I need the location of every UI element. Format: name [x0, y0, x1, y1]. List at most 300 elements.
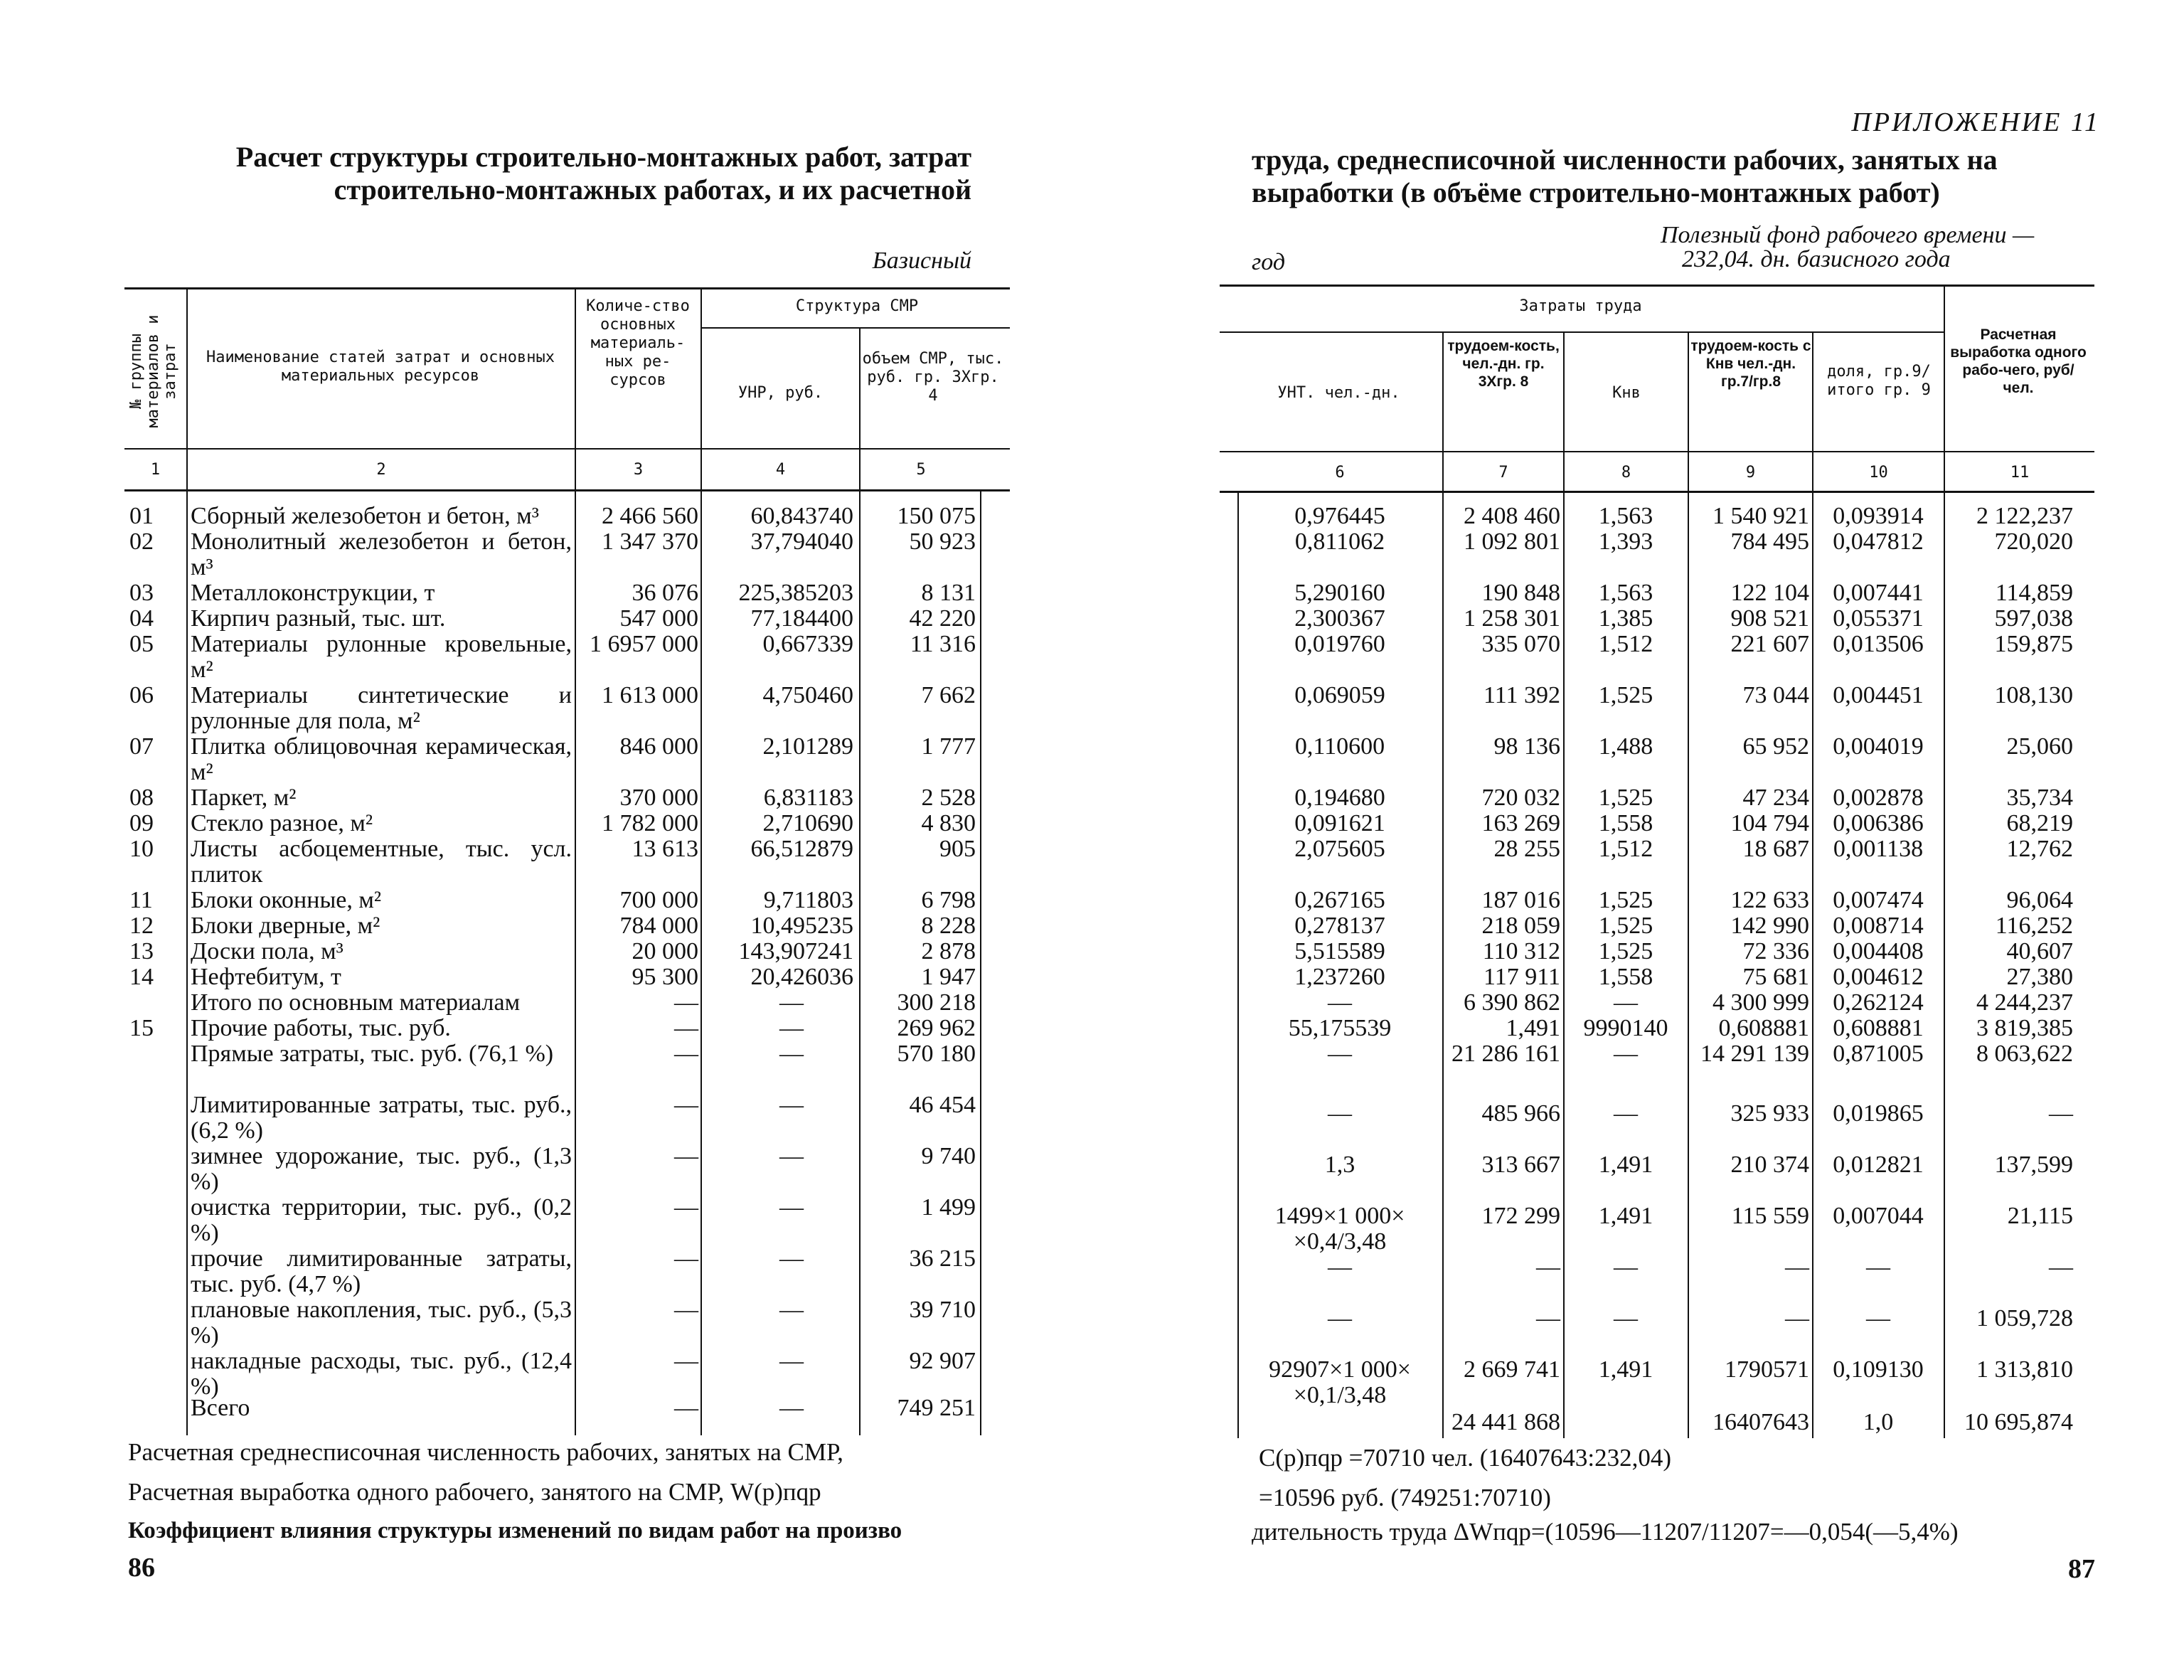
- left-colnum: 1: [150, 461, 161, 479]
- row-output: 137,599: [1994, 1152, 2073, 1178]
- row-knv: —: [1614, 1100, 1638, 1127]
- right-colnum-bottom-rule: [1220, 491, 2094, 493]
- row-knv: —: [1614, 1041, 1638, 1067]
- right-body-vline: [1812, 492, 1813, 1438]
- row-volume: 1 499: [921, 1194, 976, 1221]
- row-share: —: [1866, 1305, 1890, 1331]
- row-unt: 0,069059: [1294, 682, 1385, 708]
- row-number: 15: [129, 1015, 154, 1041]
- row-unr: 143,907241: [738, 938, 853, 964]
- row-share: 0,109130: [1833, 1356, 1924, 1383]
- row-name: Паркет, м²: [191, 785, 297, 811]
- left-header-group-rule: [701, 327, 1010, 329]
- row-quantity: —: [674, 1015, 698, 1041]
- row-output: 40,607: [2006, 938, 2073, 964]
- row-share: 0,004408: [1833, 938, 1924, 964]
- row-knv: 1,385: [1598, 605, 1653, 632]
- row-number: 05: [129, 631, 154, 657]
- row-knv: 1,525: [1598, 887, 1653, 913]
- row-share: 0,008714: [1833, 913, 1924, 939]
- right-subtitle-god: год: [1252, 249, 1286, 275]
- row-labor: —: [1536, 1305, 1560, 1331]
- row-knv: 1,525: [1598, 913, 1653, 939]
- row-labor-knv: 325 933: [1730, 1100, 1809, 1127]
- row-output: 1 059,728: [1976, 1305, 2073, 1331]
- row-number: 04: [129, 605, 154, 632]
- row-knv: 9990140: [1583, 1015, 1668, 1041]
- row-quantity: 547 000: [619, 605, 698, 632]
- right-header-vline: [1944, 285, 1945, 492]
- row-volume: 92 907: [909, 1348, 976, 1374]
- row-labor-knv: 784 495: [1730, 528, 1809, 555]
- row-quantity: —: [674, 1395, 698, 1421]
- row-number: 06: [129, 682, 154, 708]
- right-appendix-label: ПРИЛОЖЕНИЕ 11: [1851, 107, 2100, 137]
- row-output: 1 313,810: [1976, 1356, 2073, 1383]
- row-name: зимнее удорожание, тыс. руб., (1,3 %): [191, 1143, 572, 1195]
- row-labor: 111 392: [1483, 682, 1560, 708]
- row-unr: —: [779, 989, 804, 1016]
- row-share: 0,006386: [1833, 810, 1924, 836]
- right-colnum: 7: [1498, 464, 1508, 482]
- row-share: 0,004612: [1833, 964, 1924, 990]
- row-name: Металлоконструкции, т: [191, 580, 435, 606]
- row-output: 720,020: [1994, 528, 2073, 555]
- row-unt: 0,194680: [1294, 785, 1385, 811]
- row-labor-knv: 73 044: [1742, 682, 1809, 708]
- row-name: Блоки оконные, м²: [191, 887, 382, 913]
- row-name: Блоки дверные, м²: [191, 913, 380, 939]
- right-footer-line2: =10596 руб. (749251:70710): [1259, 1484, 1551, 1511]
- right-colnum: 8: [1621, 464, 1631, 482]
- row-name: прочие лимитированные затраты, тыс. руб. (4,7 %): [191, 1245, 572, 1297]
- row-volume: 150 075: [897, 503, 976, 529]
- row-output: —: [2049, 1254, 2073, 1280]
- left-colnum-bottom-rule: [124, 489, 1010, 491]
- right-col10-header: доля, гр.9/итого гр. 9: [1827, 363, 1931, 399]
- left-footer-line3: Коэффициент влияния структуры изменений по видам работ на произво: [128, 1518, 902, 1543]
- row-unt: —: [1328, 1100, 1352, 1127]
- row-volume: 50 923: [909, 528, 976, 555]
- left-colnum: 5: [916, 461, 926, 479]
- row-quantity: —: [674, 1143, 698, 1169]
- right-footer-line1: С(р)пqр =70710 чел. (16407643:232,04): [1259, 1444, 1672, 1472]
- row-quantity: 95 300: [632, 964, 698, 990]
- right-body-vline: [1688, 492, 1689, 1438]
- row-share: 0,093914: [1833, 503, 1924, 529]
- right-col8-header: Кнв: [1612, 384, 1641, 402]
- row-quantity: —: [674, 1297, 698, 1323]
- row-volume: 269 962: [897, 1015, 976, 1041]
- row-unr: 9,711803: [763, 887, 853, 913]
- row-number: 13: [129, 938, 154, 964]
- row-quantity: 700 000: [619, 887, 698, 913]
- right-body-vline: [1237, 492, 1239, 1438]
- row-unt: 0,019760: [1294, 631, 1385, 657]
- row-unt: 5,290160: [1294, 580, 1385, 606]
- row-unt: 1499×1 000× ×0,4/3,48: [1274, 1203, 1405, 1255]
- left-page-number: 86: [128, 1553, 155, 1583]
- row-knv: —: [1614, 1254, 1638, 1280]
- row-volume: 2 528: [921, 785, 976, 811]
- left-title-line2: строительно-монтажных работах, и их расчетной: [334, 174, 971, 206]
- row-labor: 28 255: [1493, 836, 1560, 862]
- row-share: 0,871005: [1833, 1041, 1924, 1067]
- row-name: Плитка облицовочная керамическая, м²: [191, 733, 572, 785]
- right-col11-header: Расчетная выработка одного рабо-чего, руб/чел.: [1950, 326, 2087, 396]
- row-volume: 1 777: [921, 733, 976, 760]
- row-number: 10: [129, 836, 154, 862]
- row-quantity: 1 613 000: [602, 682, 698, 708]
- right-title-line1: труда, среднесписочной численности рабочих, занятых на: [1252, 144, 1998, 176]
- left-group-header: Структура СМР: [795, 297, 919, 315]
- row-unr: —: [779, 1395, 804, 1421]
- right-body-vline: [1442, 492, 1444, 1438]
- row-name: Монолитный железобетон и бетон, м³: [191, 528, 572, 580]
- row-name: накладные расходы, тыс. руб., (12,4 %): [191, 1348, 572, 1400]
- row-labor: 1 092 801: [1464, 528, 1560, 555]
- row-volume: 6 798: [921, 887, 976, 913]
- row-output: 3 819,385: [1976, 1015, 2073, 1041]
- row-name: Стекло разное, м²: [191, 810, 373, 836]
- row-labor-knv: 16407643: [1712, 1409, 1809, 1435]
- row-number: 02: [129, 528, 154, 555]
- row-unr: —: [779, 1015, 804, 1041]
- left-col2-header: Наименование статей затрат и основных материальных ресурсов: [206, 349, 555, 385]
- row-quantity: —: [674, 1348, 698, 1374]
- row-unt: 0,110600: [1294, 733, 1385, 760]
- row-unt: 0,278137: [1294, 913, 1385, 939]
- row-labor: 1 258 301: [1464, 605, 1560, 632]
- left-subtitle-bazisny: Базисный: [872, 248, 971, 274]
- row-output: 96,064: [2006, 887, 2073, 913]
- row-output: 2 122,237: [1976, 503, 2073, 529]
- left-body-vline: [859, 491, 861, 1435]
- left-body-vline: [575, 491, 576, 1435]
- row-labor: 21 286 161: [1451, 1041, 1560, 1067]
- row-labor-knv: 4 300 999: [1712, 989, 1809, 1016]
- row-output: 12,762: [2006, 836, 2073, 862]
- left-header-top-rule: [124, 287, 1010, 289]
- row-share: 0,013506: [1833, 631, 1924, 657]
- row-name: Прямые затраты, тыс. руб. (76,1 %): [191, 1041, 554, 1067]
- left-title-line1: Расчет структуры строительно-монтажных работ, затрат: [235, 141, 971, 173]
- left-col1-header: № группы материалов и затрат: [127, 314, 179, 428]
- row-unr: 225,385203: [738, 580, 853, 606]
- row-labor-knv: 75 681: [1742, 964, 1809, 990]
- row-labor-knv: 0,608881: [1718, 1015, 1809, 1041]
- row-unr: 6,831183: [763, 785, 853, 811]
- row-labor-knv: 122 104: [1730, 580, 1809, 606]
- row-quantity: —: [674, 1092, 698, 1118]
- row-labor: 110 312: [1482, 938, 1560, 964]
- row-share: 0,262124: [1833, 989, 1924, 1016]
- row-volume: 4 830: [921, 810, 976, 836]
- row-quantity: —: [674, 1245, 698, 1272]
- row-output: 597,038: [1994, 605, 2073, 632]
- row-number: 03: [129, 580, 154, 606]
- row-volume: 905: [939, 836, 976, 862]
- row-labor-knv: 142 990: [1730, 913, 1809, 939]
- row-labor: 190 848: [1481, 580, 1560, 606]
- row-labor-knv: —: [1785, 1305, 1809, 1331]
- row-unr: 4,750460: [762, 682, 853, 708]
- right-colnum: 9: [1745, 464, 1756, 482]
- row-unr: 2,101289: [762, 733, 853, 760]
- row-labor-knv: 65 952: [1742, 733, 1809, 760]
- row-number: 07: [129, 733, 154, 760]
- left-colnum: 3: [633, 461, 644, 479]
- row-unt: 0,976445: [1294, 503, 1385, 529]
- row-unt: 0,267165: [1294, 887, 1385, 913]
- row-name: Всего: [191, 1395, 250, 1421]
- row-labor: 2 669 741: [1464, 1356, 1560, 1383]
- row-name: Кирпич разный, тыс. шт.: [191, 605, 446, 632]
- row-labor-knv: 104 794: [1730, 810, 1809, 836]
- row-unt: —: [1328, 1254, 1352, 1280]
- row-labor-knv: 47 234: [1742, 785, 1809, 811]
- row-share: 0,007044: [1833, 1203, 1924, 1229]
- row-labor: 335 070: [1481, 631, 1560, 657]
- row-output: 25,060: [2006, 733, 2073, 760]
- row-name: Нефтебитум, т: [191, 964, 341, 990]
- row-quantity: 846 000: [619, 733, 698, 760]
- row-unt: 55,175539: [1288, 1015, 1392, 1041]
- row-unt: 0,091621: [1294, 810, 1385, 836]
- left-col3-header: Количе-ство основных материаль-ных ре-сурсов: [586, 297, 690, 389]
- row-quantity: 36 076: [632, 580, 698, 606]
- right-title-line2: выработки (в объёме строительно-монтажных работ): [1252, 176, 1940, 208]
- row-knv: 1,491: [1598, 1152, 1653, 1178]
- left-colnum: 2: [376, 461, 386, 479]
- row-name: Материалы синтетические и рулонные для пола, м²: [191, 682, 572, 734]
- row-unr: —: [779, 1041, 804, 1067]
- row-labor-knv: 18 687: [1742, 836, 1809, 862]
- right-footer-line3: дительность труда ΔWпqр=(10596—11207/11207=—0,054(—5,4%): [1252, 1518, 1959, 1546]
- row-share: 0,001138: [1833, 836, 1924, 862]
- row-name: Лимитированные затраты, тыс. руб., (6,2 %): [191, 1092, 572, 1144]
- row-name: Материалы рулонные кровельные, м²: [191, 631, 572, 683]
- row-knv: 1,488: [1598, 733, 1653, 760]
- row-unr: 0,667339: [762, 631, 853, 657]
- row-number: 11: [129, 887, 153, 913]
- row-unt: —: [1328, 1305, 1352, 1331]
- right-colnum: 10: [1869, 464, 1888, 482]
- row-unt: 1,237260: [1294, 964, 1385, 990]
- row-quantity: 1 347 370: [602, 528, 698, 555]
- row-quantity: 20 000: [632, 938, 698, 964]
- row-knv: 1,558: [1598, 964, 1653, 990]
- row-share: 0,007441: [1833, 580, 1924, 606]
- row-knv: —: [1614, 1305, 1638, 1331]
- row-knv: —: [1614, 989, 1638, 1016]
- row-volume: 570 180: [897, 1041, 976, 1067]
- row-labor-knv: 115 559: [1731, 1203, 1809, 1229]
- row-share: 0,055371: [1833, 605, 1924, 632]
- right-group-header: Затраты труда: [1519, 297, 1642, 315]
- row-volume: 8 228: [921, 913, 976, 939]
- left-body-vline: [980, 491, 981, 1435]
- right-page-number: 87: [2068, 1554, 2095, 1584]
- row-unr: 20,426036: [750, 964, 853, 990]
- row-labor: 172 299: [1481, 1203, 1560, 1229]
- row-quantity: —: [674, 1194, 698, 1221]
- row-unr: 37,794040: [750, 528, 853, 555]
- row-knv: 1,563: [1598, 580, 1653, 606]
- row-unr: —: [779, 1143, 804, 1169]
- right-colnum-top-rule: [1220, 451, 2094, 452]
- right-col7-header: трудоем-кость, чел.-дн. гр. 3Xгр. 8: [1447, 338, 1560, 390]
- row-quantity: 13 613: [632, 836, 698, 862]
- row-volume: 9 740: [921, 1143, 976, 1169]
- row-share: 0,007474: [1833, 887, 1924, 913]
- row-unr: —: [779, 1245, 804, 1272]
- row-output: 159,875: [1994, 631, 2073, 657]
- row-knv: 1,525: [1598, 938, 1653, 964]
- row-labor: —: [1536, 1254, 1560, 1280]
- row-volume: 1 947: [921, 964, 976, 990]
- row-unr: 60,843740: [750, 503, 853, 529]
- row-labor: 163 269: [1481, 810, 1560, 836]
- row-volume: 300 218: [897, 989, 976, 1016]
- row-name: Сборный железобетон и бетон, м³: [191, 503, 539, 529]
- row-unr: 10,495235: [750, 913, 853, 939]
- row-volume: 39 710: [909, 1297, 976, 1323]
- row-output: 8 063,622: [1976, 1041, 2073, 1067]
- right-colnum: 6: [1335, 464, 1345, 482]
- row-knv: 1,525: [1598, 682, 1653, 708]
- right-subtitle-fund1: Полезный фонд рабочего времени —: [1661, 222, 2035, 248]
- row-number: 12: [129, 913, 154, 939]
- row-knv: 1,525: [1598, 785, 1653, 811]
- right-body-vline: [1563, 492, 1565, 1438]
- left-footer-line1: Расчетная среднесписочная численность рабочих, занятых на СМР,: [128, 1438, 843, 1466]
- row-volume: 8 131: [921, 580, 976, 606]
- row-labor: 98 136: [1493, 733, 1560, 760]
- left-body-vline: [186, 491, 188, 1435]
- row-share: 0,004019: [1833, 733, 1924, 760]
- row-quantity: —: [674, 1041, 698, 1067]
- row-name: плановые накопления, тыс. руб., (5,3 %): [191, 1297, 572, 1349]
- row-share: 1,0: [1863, 1409, 1894, 1435]
- row-unr: 77,184400: [750, 605, 853, 632]
- row-name: Листы асбоцементные, тыс. усл. плиток: [191, 836, 572, 888]
- row-labor-knv: 122 633: [1730, 887, 1809, 913]
- row-name: Доски пола, м³: [191, 938, 343, 964]
- left-colnum: 4: [775, 461, 786, 479]
- row-labor-knv: —: [1785, 1254, 1809, 1280]
- row-number: 08: [129, 785, 154, 811]
- row-share: 0,004451: [1833, 682, 1924, 708]
- right-col6-header: УНТ. чел.-дн.: [1277, 384, 1400, 402]
- row-volume: 42 220: [909, 605, 976, 632]
- row-output: 114,859: [1995, 580, 2073, 606]
- row-number: 01: [129, 503, 154, 529]
- row-knv: 1,491: [1598, 1356, 1653, 1383]
- left-footer-line2: Расчетная выработка одного рабочего, занятого на СМР, W(р)пqр: [128, 1478, 821, 1506]
- row-output: 116,252: [1995, 913, 2073, 939]
- row-unr: —: [779, 1194, 804, 1221]
- row-unt: 0,811062: [1294, 528, 1385, 555]
- row-labor-knv: 1790571: [1725, 1356, 1809, 1383]
- row-number: 09: [129, 810, 154, 836]
- row-name: Прочие работы, тыс. руб.: [191, 1015, 451, 1041]
- right-subtitle-fund2: 232,04. дн. базисного года: [1682, 246, 1951, 272]
- row-share: 0,019865: [1833, 1100, 1924, 1127]
- row-output: 27,380: [2006, 964, 2073, 990]
- row-knv: 1,558: [1598, 810, 1653, 836]
- row-knv: 1,512: [1598, 836, 1653, 862]
- row-knv: 1,393: [1598, 528, 1653, 555]
- row-unr: 2,710690: [762, 810, 853, 836]
- row-quantity: 1 6957 000: [590, 631, 698, 657]
- row-share: 0,002878: [1833, 785, 1924, 811]
- row-output: 108,130: [1994, 682, 2073, 708]
- row-labor: 720 032: [1481, 785, 1560, 811]
- row-labor-knv: 210 374: [1730, 1152, 1809, 1178]
- row-quantity: 2 466 560: [602, 503, 698, 529]
- row-quantity: 1 782 000: [602, 810, 698, 836]
- row-labor: 2 408 460: [1464, 503, 1560, 529]
- row-unt: 5,515589: [1294, 938, 1385, 964]
- row-volume: 11 316: [910, 631, 976, 657]
- row-labor: 187 016: [1481, 887, 1560, 913]
- row-output: 4 244,237: [1976, 989, 2073, 1016]
- row-knv: 1,491: [1598, 1203, 1653, 1229]
- row-quantity: 370 000: [619, 785, 698, 811]
- row-labor: 485 966: [1481, 1100, 1560, 1127]
- row-labor-knv: 14 291 139: [1700, 1041, 1809, 1067]
- row-unt: 2,075605: [1294, 836, 1385, 862]
- row-unr: —: [779, 1297, 804, 1323]
- left-body-vline: [701, 491, 702, 1435]
- row-output: 35,734: [2006, 785, 2073, 811]
- right-body-vline: [1944, 492, 1945, 1438]
- row-unt: 2,300367: [1294, 605, 1385, 632]
- row-labor: 24 441 868: [1451, 1409, 1560, 1435]
- row-knv: 1,512: [1598, 631, 1653, 657]
- row-unt: —: [1328, 989, 1352, 1016]
- row-share: 0,047812: [1833, 528, 1924, 555]
- row-output: 68,219: [2006, 810, 2073, 836]
- row-unr: 66,512879: [750, 836, 853, 862]
- right-header-group-rule: [1220, 331, 1945, 333]
- row-labor: 218 059: [1481, 913, 1560, 939]
- row-knv: 1,563: [1598, 503, 1653, 529]
- row-volume: 749 251: [897, 1395, 976, 1421]
- right-header-top-rule: [1220, 285, 2094, 287]
- row-labor: 6 390 862: [1464, 989, 1560, 1016]
- row-volume: 36 215: [909, 1245, 976, 1272]
- right-col9-header: трудоем-кость с Кнв чел.-дн. гр.7/гр.8: [1690, 338, 1811, 390]
- row-share: —: [1866, 1254, 1890, 1280]
- row-labor-knv: 908 521: [1730, 605, 1809, 632]
- row-quantity: 784 000: [619, 913, 698, 939]
- row-labor: 117 911: [1483, 964, 1560, 990]
- right-colnum: 11: [2010, 464, 2030, 482]
- row-output: 10 695,874: [1964, 1409, 2073, 1435]
- row-unr: —: [779, 1348, 804, 1374]
- row-output: —: [2049, 1100, 2073, 1127]
- row-name: Итого по основным материалам: [191, 989, 521, 1016]
- row-labor: 313 667: [1481, 1152, 1560, 1178]
- row-labor: 1,491: [1506, 1015, 1560, 1041]
- left-colnum-top-rule: [124, 448, 1010, 450]
- row-output: 21,115: [2007, 1203, 2073, 1229]
- row-labor-knv: 1 540 921: [1712, 503, 1809, 529]
- row-share: 0,012821: [1833, 1152, 1924, 1178]
- row-unr: —: [779, 1092, 804, 1118]
